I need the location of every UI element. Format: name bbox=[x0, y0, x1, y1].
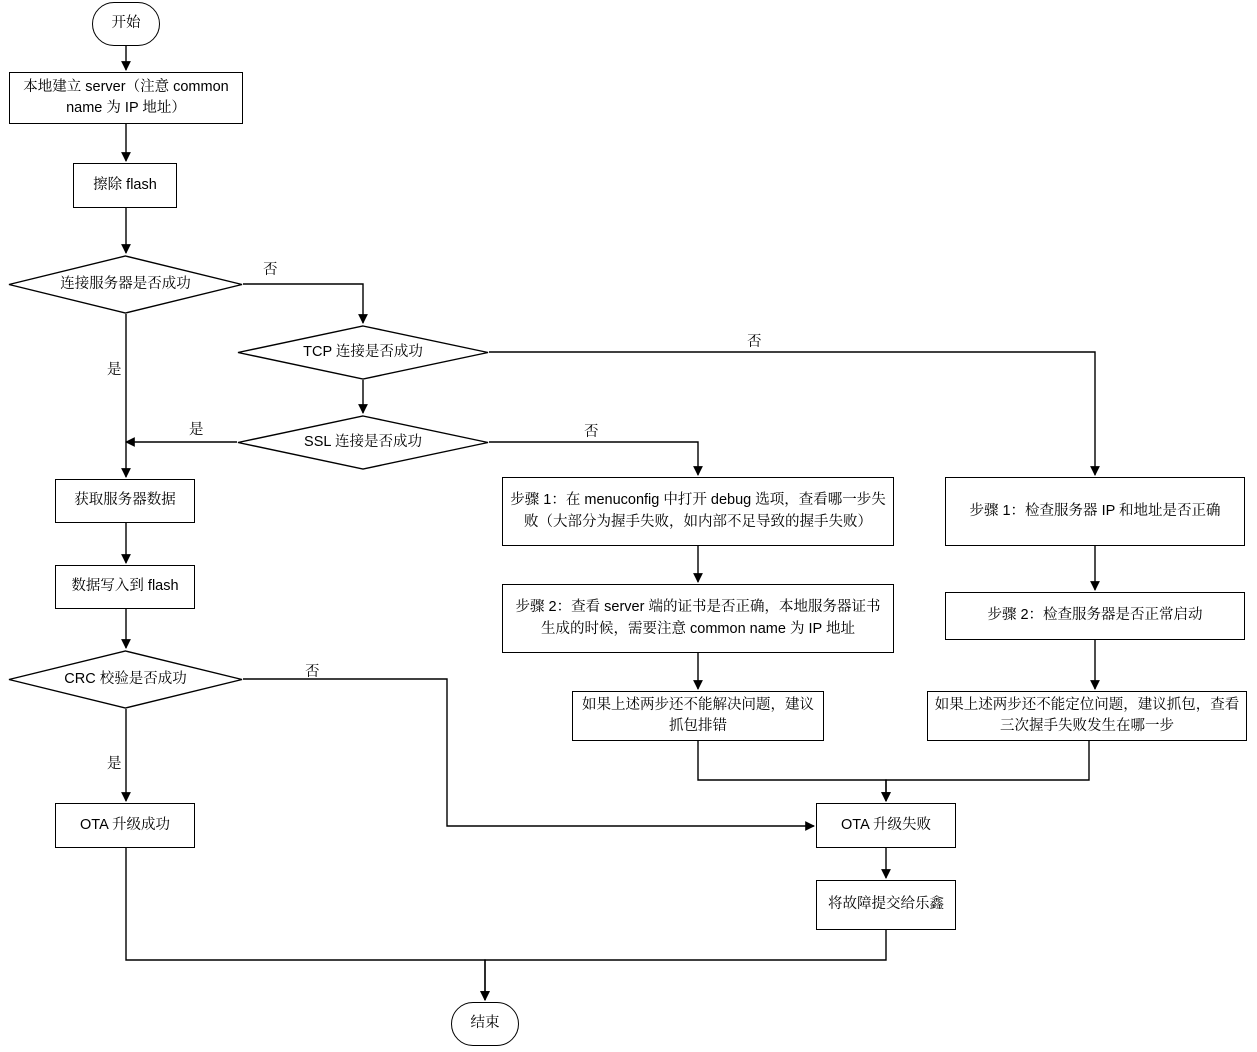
flow-node-label: 步骤 1：在 menuconfig 中打开 debug 选项，查看哪一步失败（大部分为握手失败，如内部不足导致的握手失败） bbox=[510, 492, 886, 530]
flow-node-crc_check bbox=[8, 650, 243, 709]
flow-node-label: 开始 bbox=[111, 15, 141, 32]
flow-node-label: 步骤 1：检查服务器 IP 和地址是否正确 bbox=[969, 502, 1221, 519]
flow-node-label: 步骤 2：检查服务器是否正常启动 bbox=[987, 607, 1203, 624]
edge-label-l6: 否 bbox=[305, 664, 320, 680]
flow-node-erase_flash bbox=[73, 163, 177, 208]
flow-node-label: CRC 校验是否成功 bbox=[64, 670, 187, 687]
edge-label-l4: 是 bbox=[189, 422, 204, 438]
edge-label-l3: 否 bbox=[747, 334, 762, 350]
flow-node-start bbox=[92, 2, 160, 46]
edge-label-l5: 否 bbox=[584, 424, 599, 440]
flow-node-label: 连接服务器是否成功 bbox=[60, 275, 191, 292]
flow-node-create_server bbox=[9, 72, 243, 124]
flow-node-ssl_conn bbox=[237, 415, 489, 470]
flow-node-tcp_conn bbox=[237, 325, 489, 380]
flow-node-tcp_step2 bbox=[945, 592, 1245, 640]
flow-node-tcp_step1 bbox=[945, 477, 1245, 546]
flow-node-write_flash bbox=[55, 565, 195, 609]
flow-node-label: 结束 bbox=[470, 1015, 500, 1032]
edge-label-l1: 否 bbox=[263, 262, 278, 278]
flow-node-label: 获取服务器数据 bbox=[74, 492, 176, 509]
flow-node-label: 步骤 2：查看 server 端的证书是否正确，本地服务器证书生成的时候，需要注意 common name 为 IP 地址 bbox=[515, 599, 881, 637]
flow-node-ota_fail bbox=[816, 803, 956, 848]
flow-node-ssl_step2 bbox=[502, 584, 894, 653]
flow-node-ssl_step3 bbox=[572, 691, 824, 741]
flow-node-label: TCP 连接是否成功 bbox=[303, 343, 423, 360]
flow-node-tcp_step3 bbox=[927, 691, 1247, 741]
flow-node-ssl_step1 bbox=[502, 477, 894, 546]
flow-node-label: 如果上述两步还不能定位问题，建议抓包，查看三次握手失败发生在哪一步 bbox=[934, 696, 1240, 734]
flow-node-label: 数据写入到 flash bbox=[71, 578, 179, 595]
flow-node-label: 本地建立 server（注意 common name 为 IP 地址） bbox=[23, 78, 233, 116]
flow-node-get_data bbox=[55, 479, 195, 523]
flow-node-label: OTA 升级成功 bbox=[80, 816, 170, 833]
edge-label-l7: 是 bbox=[107, 756, 122, 772]
flow-node-conn_server bbox=[8, 255, 243, 314]
flow-node-report bbox=[816, 880, 956, 930]
flow-node-label: 将故障提交给乐鑫 bbox=[828, 896, 944, 913]
flow-node-end bbox=[451, 1002, 519, 1046]
flow-node-label: 如果上述两步还不能解决问题，建议抓包排错 bbox=[582, 696, 814, 734]
edge-label-l2: 是 bbox=[107, 362, 122, 378]
flow-node-label: SSL 连接是否成功 bbox=[304, 433, 422, 450]
flow-node-ota_ok bbox=[55, 803, 195, 848]
flow-node-label: OTA 升级失败 bbox=[841, 816, 931, 833]
flow-node-label: 擦除 flash bbox=[93, 176, 157, 193]
